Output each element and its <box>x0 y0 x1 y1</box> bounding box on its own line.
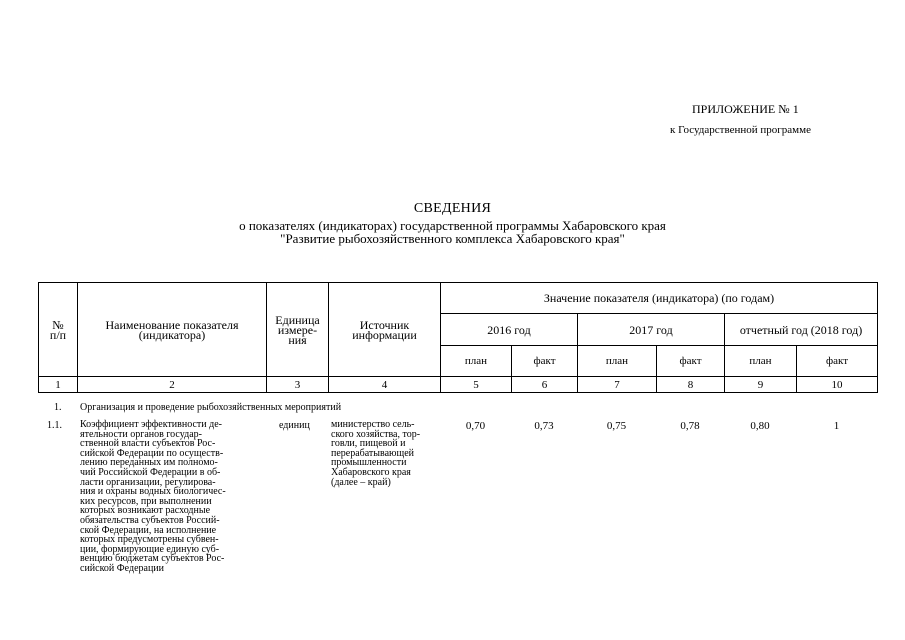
header-fact-2017: факт <box>657 346 725 377</box>
column-number-4: 4 <box>329 377 441 393</box>
subtitle-line-1: о показателях (индикаторах) государственной программы Хабаровского края <box>239 218 666 233</box>
header-plan-2016: план <box>441 346 512 377</box>
column-number-7: 7 <box>578 377 657 393</box>
value-plan-2017: 0,75 <box>606 420 627 432</box>
header-year-2016: 2016 год <box>441 314 578 346</box>
table-body <box>38 400 877 640</box>
column-number-1: 1 <box>39 377 78 393</box>
column-number-2: 2 <box>78 377 267 393</box>
row-unit: единиц <box>279 420 310 431</box>
header-plan-2017: план <box>578 346 657 377</box>
row-number: 1.1. <box>47 420 62 431</box>
header-year-2018: отчетный год (2018 год) <box>725 314 878 346</box>
column-number-9: 9 <box>725 377 797 393</box>
header-indicator-name: Наименование показателя (индикатора) <box>78 283 267 377</box>
header-year-2017: 2017 год <box>578 314 725 346</box>
row-source: министерство сель- ского хозяйства, тор- говли, пищевой и перерабатывающей промышленности Хабаровского края (далее – край) <box>331 419 421 488</box>
row-indicator-name: Коэффициент эффективности де- ятельности органов государ- ственной власти субъектов Рос- сийской Федерации по осуществ- лению переданных им полномо- чий Российской Федерации в об- ласти организации, регулирова- ния и охраны водных биологичес- ких ресурсов, при выполнении которых возникают расходные обязательства субъектов Россий- ской Федерации, на исполнение которых предусмотрены субвен- ции, формирующие единую суб- венцию бюджетам субъектов Рос- сийской Федерации <box>80 419 226 574</box>
document-title: СВЕДЕНИЯ <box>413 201 492 216</box>
column-number-5: 5 <box>441 377 512 393</box>
header-unit: Единица измере- ния <box>267 283 329 377</box>
value-fact-2016: 0,73 <box>534 420 554 432</box>
column-number-8: 8 <box>657 377 725 393</box>
document-subtitle <box>0 219 905 245</box>
header-source: Источник информации <box>329 283 441 377</box>
header-fact-2018: факт <box>797 346 878 377</box>
column-number-3: 3 <box>267 377 329 393</box>
indicators-table <box>38 282 878 393</box>
value-fact-2018: 1 <box>833 420 840 432</box>
section-title: Организация и проведение рыбохозяйственных мероприятий <box>80 402 342 413</box>
column-number-6: 6 <box>512 377 578 393</box>
header-fact-2016: факт <box>512 346 578 377</box>
header-number: № п/п <box>39 283 78 377</box>
section-number: 1. <box>54 402 62 413</box>
value-fact-2017: 0,78 <box>680 420 700 432</box>
header-values: Значение показателя (индикатора) (по годам) <box>441 283 878 314</box>
subtitle-line-2: "Развитие рыбохозяйственного комплекса Хабаровского края" <box>280 231 625 246</box>
value-plan-2016: 0,70 <box>465 420 486 432</box>
appendix-subtitle: к Государственной программе <box>670 124 811 136</box>
column-number-10: 10 <box>797 377 878 393</box>
appendix-title: ПРИЛОЖЕНИЕ № 1 <box>692 102 799 116</box>
value-plan-2018: 0,80 <box>750 420 770 432</box>
header-plan-2018: план <box>725 346 797 377</box>
